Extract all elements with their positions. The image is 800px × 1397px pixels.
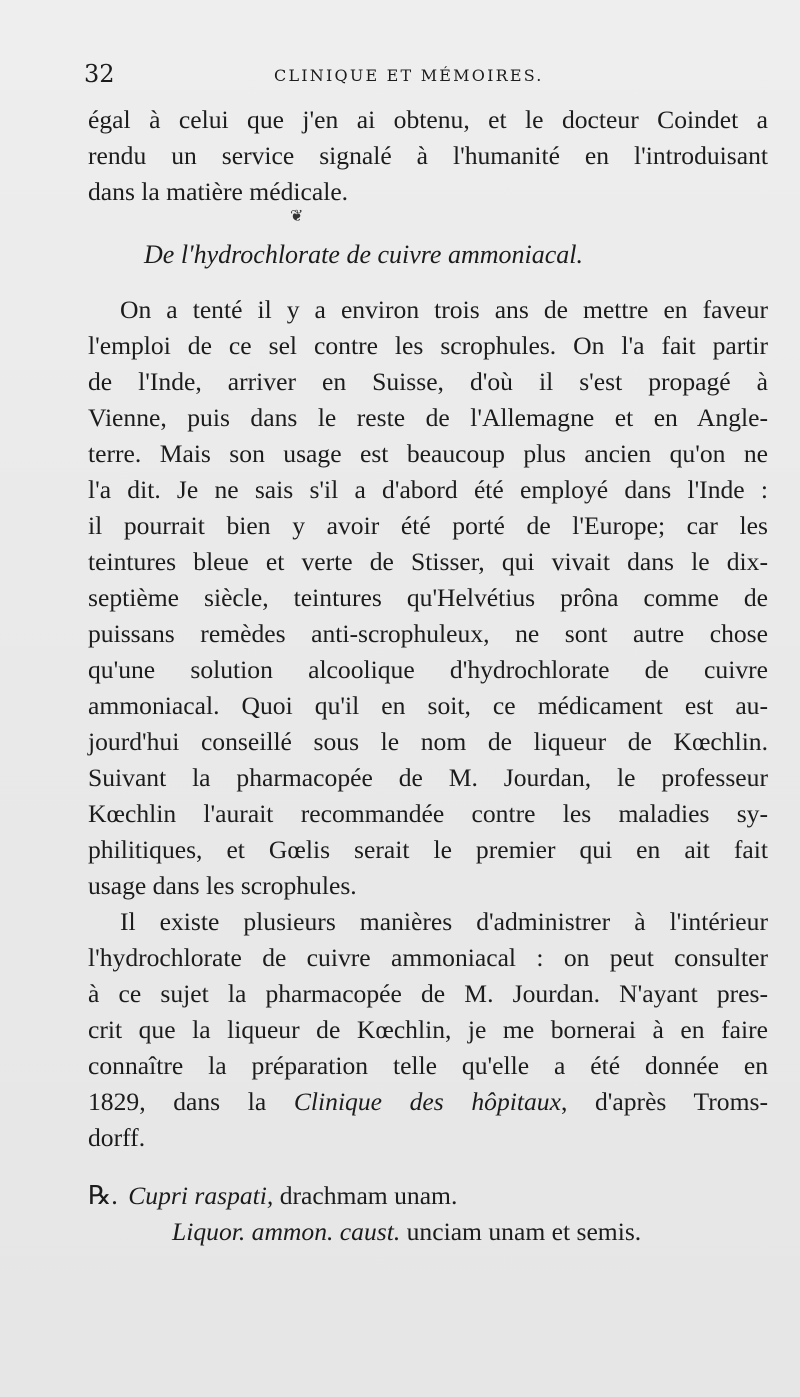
- text-line: philitiques, et Gœlis serait le premier qui en ait fait: [88, 835, 768, 864]
- text-line: l'a dit. Je ne sais s'il a d'abord été employé dans l'Inde :: [88, 475, 768, 504]
- text-span: , d'après Troms-: [560, 1087, 768, 1116]
- text-line: Il existe plusieurs manières d'administrer à l'intérieur: [120, 907, 768, 936]
- text-line: l'hydrochlorate de cuivre ammoniacal : on peut consulter: [88, 943, 768, 972]
- running-title: CLINIQUE ET MÉMOIRES.: [274, 66, 544, 85]
- text-line: puissans remèdes anti-scrophuleux, ne sont autre chose: [88, 619, 768, 648]
- text-line: connaître la préparation telle qu'elle a été donnée en: [88, 1051, 768, 1080]
- text-line: On a tenté il y a environ trois ans de mettre en faveur: [120, 295, 768, 324]
- recipe-line: [88, 1214, 768, 1250]
- text-line: égal à celui que j'en ai obtenu, et le docteur Coindet a: [88, 105, 768, 134]
- text-line: usage dans les scrophules.: [88, 871, 357, 900]
- page-body: [88, 102, 768, 1250]
- text-line: il pourrait bien y avoir été porté de l'Europe; car les: [88, 511, 768, 540]
- paragraph-2: [88, 904, 768, 1156]
- text-line: dorff.: [88, 1123, 146, 1152]
- text-line: teintures bleue et verte de Stisser, qui vivait dans le dix-: [88, 547, 768, 576]
- italic-title: Clinique des hôpitaux: [293, 1087, 561, 1116]
- text-line: Vienne, puis dans le reste de l'Allemagne et en Angle-: [88, 403, 768, 432]
- printer-ornament: ❦: [290, 206, 304, 225]
- recipe-quantity: drachmam unam.: [273, 1181, 458, 1210]
- text-line: Kœchlin l'aurait recommandée contre les maladies sy-: [88, 799, 768, 828]
- page-number: 32: [84, 60, 115, 88]
- text-line: septième siècle, teintures qu'Helvétius prôna comme de: [88, 583, 768, 612]
- recipe-quantity: unciam unam et semis.: [400, 1217, 642, 1246]
- paragraph-1: [88, 292, 768, 904]
- text-line: dans la matière médicale.: [88, 177, 349, 206]
- text-line: rendu un service signalé à l'humanité en l'introduisant: [88, 141, 768, 170]
- text-line: terre. Mais son usage est beaucoup plus ancien qu'on ne: [88, 439, 768, 468]
- text-line: Suivant la pharmacopée de M. Jourdan, le professeur: [88, 763, 768, 792]
- recipe-ingredient: Cupri raspati,: [128, 1181, 274, 1210]
- text-line: l'emploi de ce sel contre les scrophules. On l'a fait partir: [88, 331, 768, 360]
- text-span: 1829, dans la: [88, 1087, 294, 1116]
- recipe-ingredient: Liquor. ammon. caust.: [172, 1217, 401, 1246]
- text-line: qu'une solution alcoolique d'hydrochlorate de cuivre: [88, 655, 768, 684]
- recipe-line: [88, 1178, 768, 1214]
- text-line: [88, 1084, 768, 1120]
- recipe: [88, 1178, 768, 1250]
- section-heading: De l'hydrochlorate de cuivre ammoniacal.: [144, 240, 584, 269]
- text-line: à ce sujet la pharmacopée de M. Jourdan. N'ayant pres-: [88, 979, 768, 1008]
- text-line: jourd'hui conseillé sous le nom de liqueur de Kœchlin.: [88, 727, 768, 756]
- text-line: de l'Inde, arriver en Suisse, d'où il s'est propagé à: [88, 367, 768, 396]
- text-line: ammoniacal. Quoi qu'il en soit, ce médicament est au-: [88, 691, 768, 720]
- rx-symbol: ℞.: [88, 1181, 118, 1210]
- text-line: crit que la liqueur de Kœchlin, je me bornerai à en faire: [88, 1015, 768, 1044]
